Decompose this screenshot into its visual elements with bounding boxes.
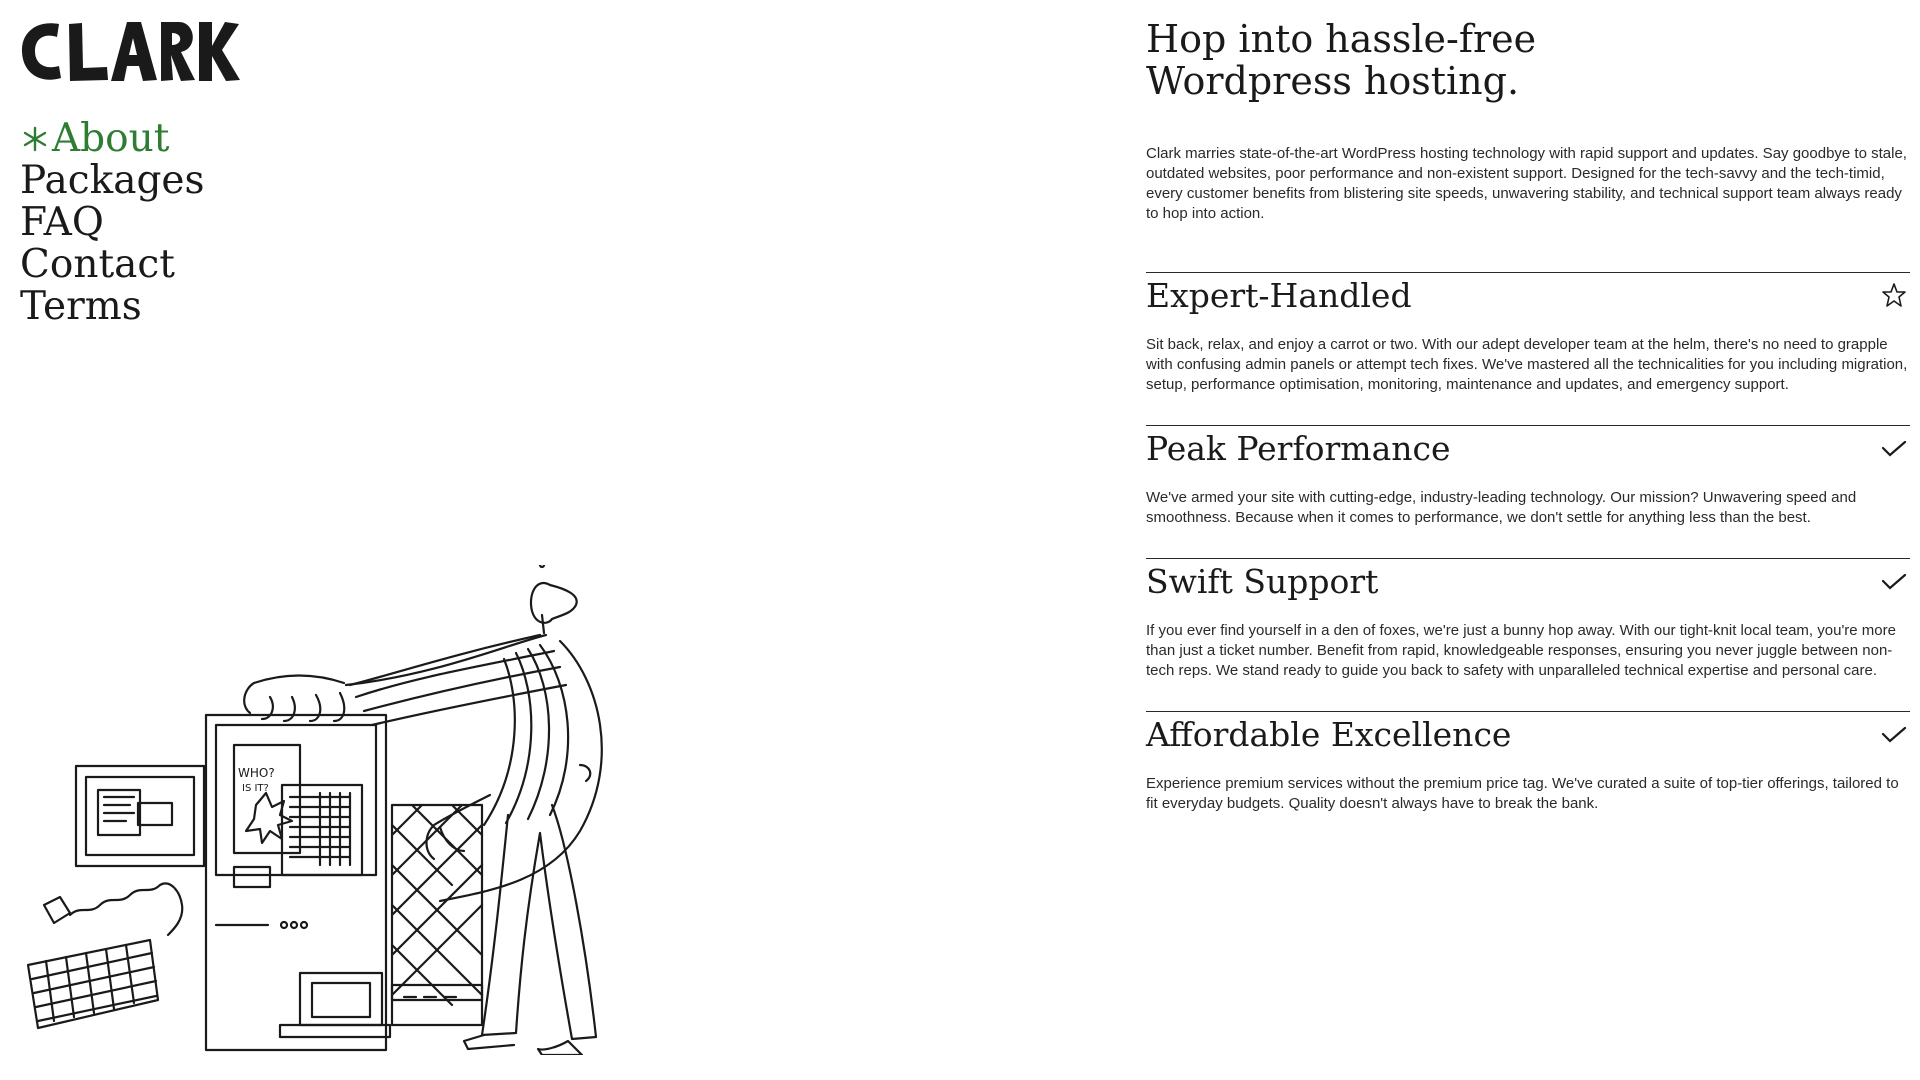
main-nav [20,118,205,328]
feature-peak-performance [1146,425,1910,528]
nav-item-label: About [52,116,170,161]
clark-logo[interactable] [19,18,241,84]
feature-expert-handled [1146,272,1910,395]
feature-description: If you ever find yourself in a den of foxes, we're just a bunny hop away. With our tight-knit local team, you're more than just a ticket number. Benefit from rapid, knowledgeable responses, ensuring you never juggle between non-tech reps. We stand ready to guide you back to safety with unparalleled technical expertise and personal care. [1146,622,1896,679]
feature-title: Swift Support [1146,561,1379,601]
check-icon [1880,434,1908,462]
nav-item-label: Terms [20,284,142,329]
svg-text:IS IT?: IS IT? [242,783,269,794]
nav-item-about[interactable] [20,118,205,160]
check-icon [1880,720,1908,748]
nav-item-packages[interactable] [20,160,205,202]
headline-line-2: Wordpress hosting. [1146,59,1520,103]
intro-paragraph: Clark marries state-of-the-art WordPress hosting technology with rapid support and updates. Say goodbye to stale, outdated websites, poor performance and non-existent support. Designed for the tech-savvy and the tech-timid, every customer benefits from blistering site speeds, unwavering stability, and technical support team always ready to hop into action. [1146,145,1907,222]
asterisk-icon [20,124,50,154]
nav-item-terms[interactable] [20,286,205,328]
hero-illustration [20,565,680,1055]
feature-swift-support [1146,558,1910,681]
feature-description: Experience premium services without the premium price tag. We've curated a suite of top-tier offerings, tailored to fit everyday budgets. Quality doesn't always have to break the bank. [1146,775,1899,812]
star-icon [1880,281,1908,309]
check-icon [1880,567,1908,595]
main-content [1146,18,1910,844]
nav-item-label: FAQ [20,200,104,245]
nav-item-label: Contact [20,242,175,287]
headline-line-1: Hop into hassle-free [1146,17,1537,61]
features-list [1146,272,1910,814]
feature-title: Peak Performance [1146,428,1451,468]
nav-item-label: Packages [20,158,205,203]
nav-item-faq[interactable] [20,202,205,244]
svg-text:WHO?: WHO? [238,766,275,780]
page-title [1146,18,1910,102]
feature-title: Affordable Excellence [1146,714,1512,754]
feature-description: We've armed your site with cutting-edge, industry-leading technology. Our mission? Unwavering speed and smoothness. Because when it comes to performance, we don't settle for anything less than the best. [1146,489,1857,526]
feature-affordable-excellence [1146,711,1910,814]
feature-description: Sit back, relax, and enjoy a carrot or two. With our adept developer team at the helm, there's no need to grapple with confusing admin panels or attempt tech fixes. We've mastered all the technicalities for you including migration, setup, performance optimisation, monitoring, maintenance and updates, and emergency support. [1146,336,1908,393]
nav-item-contact[interactable] [20,244,205,286]
feature-title: Expert-Handled [1146,275,1412,315]
